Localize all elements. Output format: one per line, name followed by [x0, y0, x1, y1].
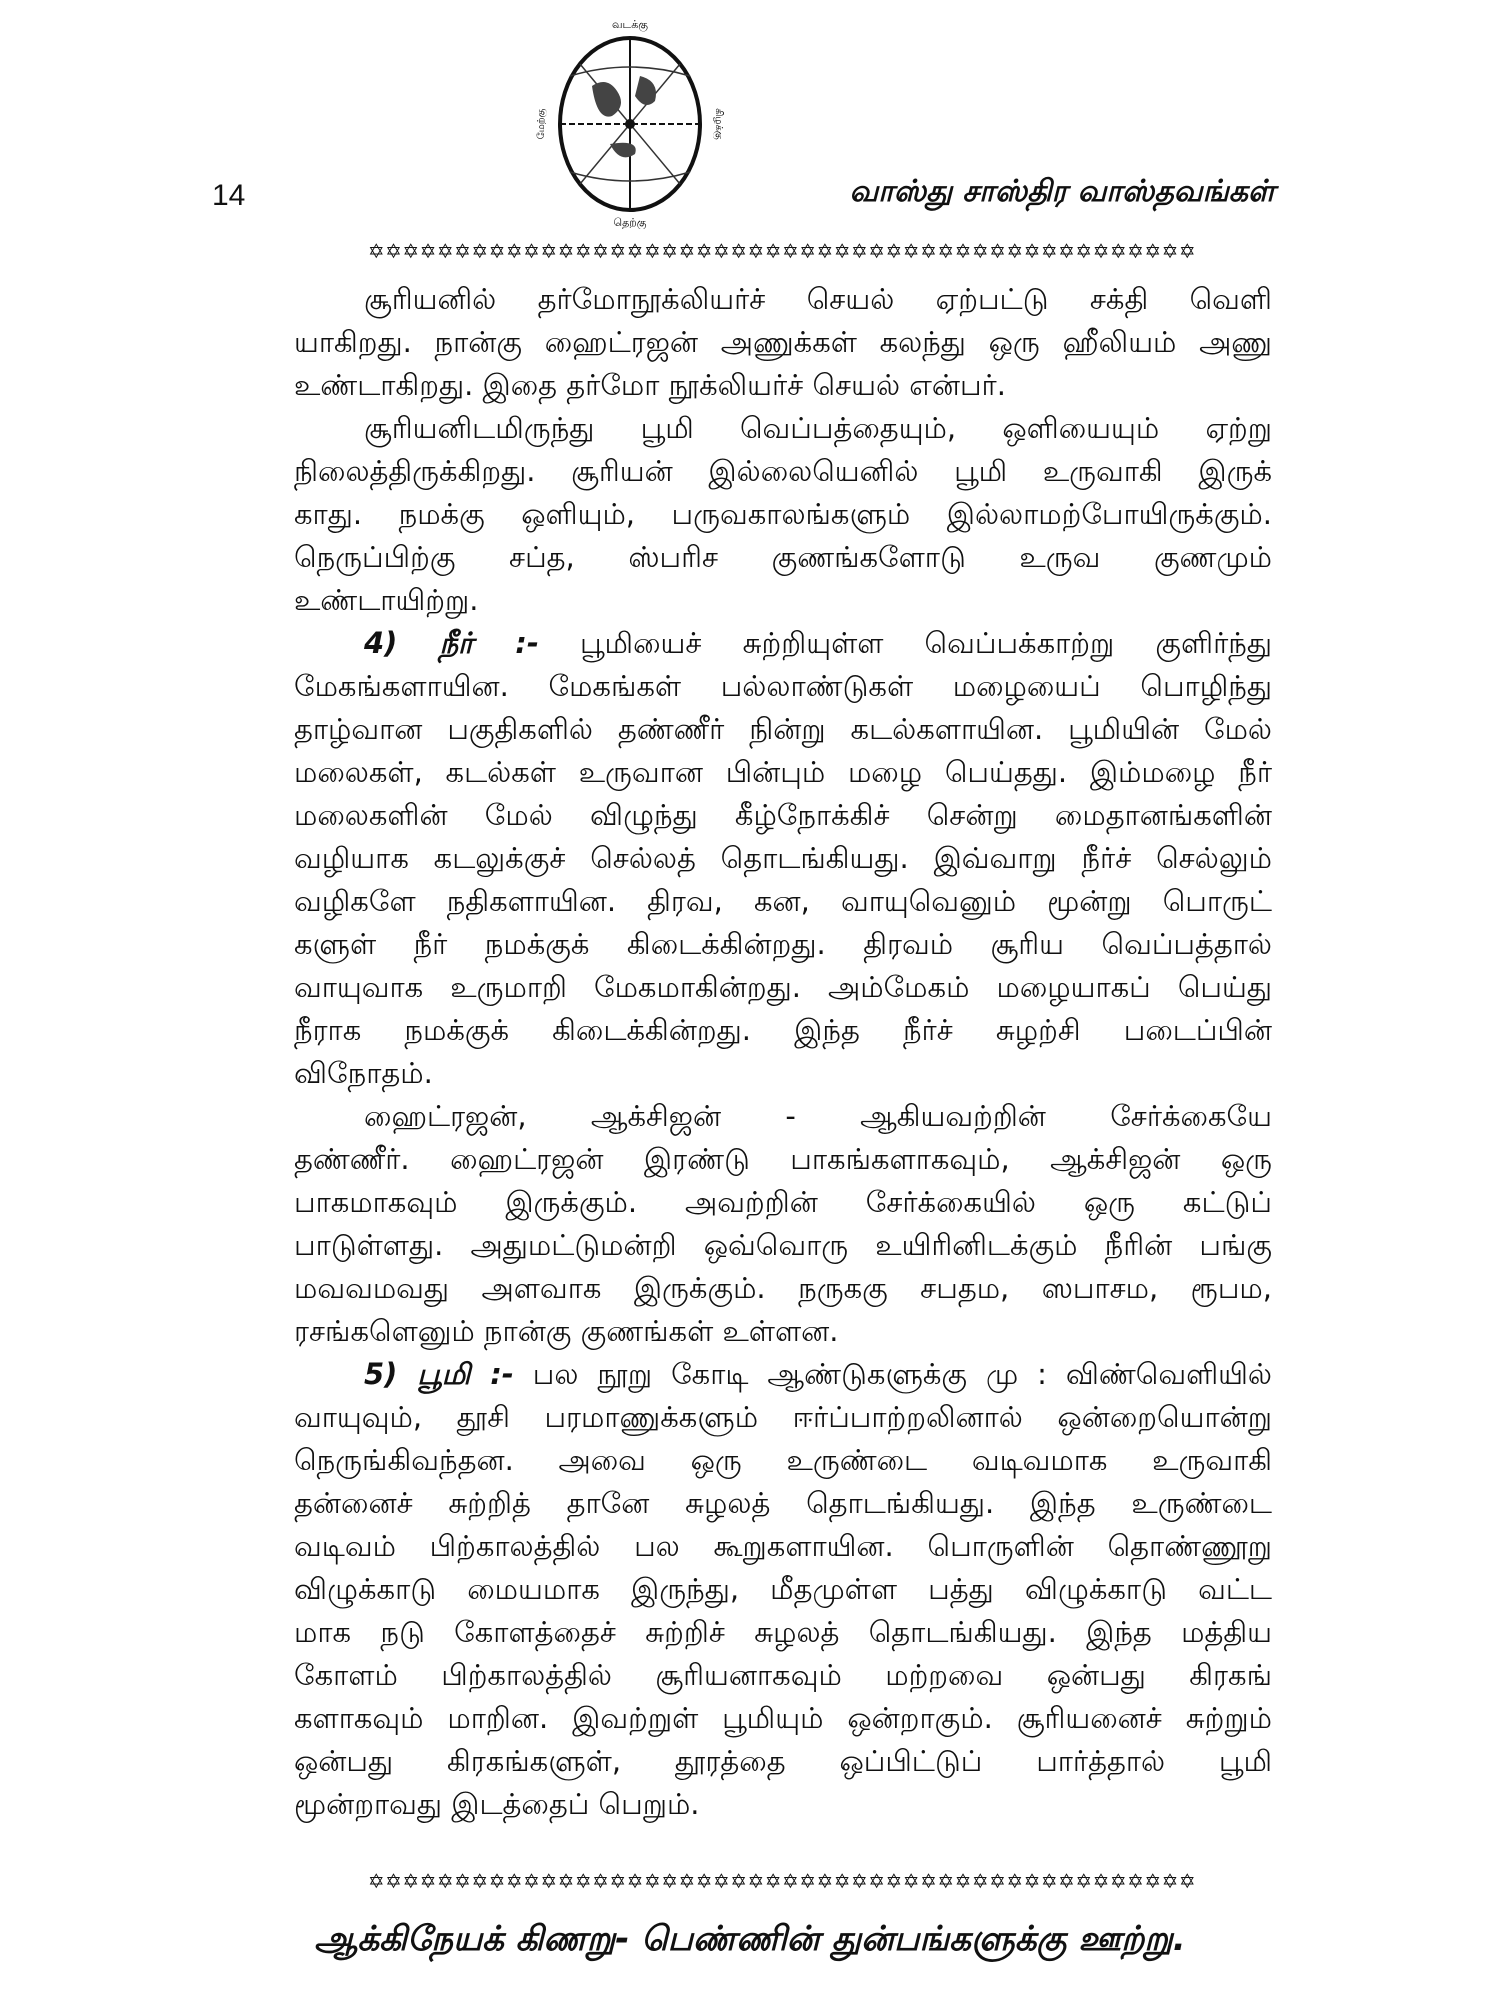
text-line — [294, 1310, 1272, 1353]
text-line — [294, 665, 1272, 708]
text-line — [294, 1267, 1272, 1310]
body-text — [294, 278, 1272, 1826]
line-text: மலைகள், கடல்கள் உருவான பின்பும் மழை பெய்தது. இம்மழை நீர் — [294, 755, 1272, 789]
logo-west-label: மேற்கு — [536, 108, 547, 140]
line-text: வடிவம் பிற்காலத்தில் பல கூறுகளாயின. பொருளின் தொண்ணூறு — [294, 1529, 1272, 1563]
line-text: நீராக நமக்குக் கிடைக்கின்றது. இந்த நீர்ச் சுழற்சி படைப்பின் — [294, 1013, 1272, 1047]
line-text: கோளம் பிற்காலத்தில் சூரியனாகவும் மற்றவை ஒன்பது கிரகங் — [294, 1658, 1272, 1692]
text-line — [294, 364, 1272, 407]
line-text: சூரியனில் தர்மோநூக்லியர்ச் செயல் ஏற்பட்டு சக்தி வெளி — [364, 282, 1272, 316]
line-text: வாயுவாக உருமாறி மேகமாகின்றது. அம்மேகம் மழையாகப் பெய்து — [294, 970, 1272, 1004]
text-line — [294, 407, 1272, 450]
line-text: களுள் நீர் நமக்குக் கிடைக்கின்றது. திரவம் சூரிய வெப்பத்தால் — [294, 927, 1272, 961]
text-line — [294, 1783, 1272, 1826]
running-title: வாஸ்து சாஸ்திர வாஸ்தவங்கள் — [849, 174, 1275, 209]
footer-caption: ஆக்கிநேயக் கிணறு- பெண்ணின் துன்பங்களுக்கு ஊற்று. — [314, 1919, 1186, 1959]
text-line — [294, 1052, 1272, 1095]
text-line — [294, 837, 1272, 880]
line-text: நெருங்கிவந்தன. அவை ஒரு உருண்டை வடிவமாக உருவாகி — [294, 1443, 1272, 1477]
logo-south-label: தெற்கு — [613, 216, 647, 229]
section-heading: 5) பூமி :- — [364, 1357, 514, 1391]
line-text: பல நூறு கோடி ஆண்டுகளுக்கு மு : விண்வெளியில் — [513, 1357, 1272, 1391]
text-line — [294, 880, 1272, 923]
line-text: பூமியைச் சுற்றியுள்ள வெப்பக்காற்று குளிர்ந்து — [538, 626, 1272, 660]
star-border-bottom: ✡✡✡✡✡✡✡✡✡✡✡✡✡✡✡✡✡✡✡✡✡✡✡✡✡✡✡✡✡✡✡✡✡✡✡✡✡✡✡✡✡✡✡✡✡✡✡✡ — [367, 1869, 1197, 1893]
text-line — [294, 536, 1272, 579]
line-text: நிலைத்திருக்கிறது. சூரியன் இல்லையெனில் பூமி உருவாகி இருக் — [294, 454, 1272, 488]
line-text: காது. நமக்கு ஒளியும், பருவகாலங்களும் இல்லாமற்போயிருக்கும். — [294, 497, 1272, 531]
logo-east-label: கிழக்கு — [713, 108, 724, 140]
line-text: களாகவும் மாறின. இவற்றுள் பூமியும் ஒன்றாகும். சூரியனைச் சுற்றும் — [294, 1701, 1272, 1735]
line-text: விநோதம். — [294, 1056, 433, 1090]
globe-icon — [520, 14, 740, 229]
line-text: சூரியனிடமிருந்து பூமி வெப்பத்தையும், ஒளியையும் ஏற்று — [364, 411, 1272, 445]
section-heading: 4) நீர் :- — [364, 626, 539, 660]
line-text: உண்டாயிற்று. — [294, 583, 479, 617]
text-line — [294, 1138, 1272, 1181]
line-text: மாக நடு கோளத்தைச் சுற்றிச் சுழலத் தொடங்கியது. இந்த மத்திய — [294, 1615, 1272, 1649]
text-line — [294, 1396, 1272, 1439]
text-line — [294, 751, 1272, 794]
page-number: 14 — [212, 179, 246, 212]
line-text: விழுக்காடு மையமாக இருந்து, மீதமுள்ள பத்து விழுக்காடு வட்ட — [294, 1572, 1272, 1606]
text-line — [294, 321, 1272, 364]
line-text: உண்டாகிறது. இதை தர்மோ நூக்லியர்ச் செயல் என்பர். — [294, 368, 1006, 402]
text-line — [294, 1353, 1272, 1396]
text-line — [294, 1439, 1272, 1482]
line-text: மவவமவது அளவாக இருக்கும். நருககு சபதம, ஸபாசம, ரூபம, — [294, 1271, 1272, 1305]
text-line — [294, 1568, 1272, 1611]
line-text: மேகங்களாயின. மேகங்கள் பல்லாண்டுகள் மழையைப் பொழிந்து — [294, 669, 1272, 703]
text-line — [294, 1654, 1272, 1697]
text-line — [294, 923, 1272, 966]
text-line — [294, 1611, 1272, 1654]
line-text: ஒன்பது கிரகங்களுள், தூரத்தை ஒப்பிட்டுப் பார்த்தால் பூமி — [294, 1744, 1272, 1778]
text-line — [294, 450, 1272, 493]
line-text: ரசங்களெனும் நான்கு குணங்கள் உள்ளன. — [294, 1314, 839, 1348]
line-text: யாகிறது. நான்கு ஹைட்ரஜன் அணுக்கள் கலந்து ஒரு ஹீலியம் அணு — [294, 325, 1272, 359]
text-line — [294, 278, 1272, 321]
text-line — [294, 1224, 1272, 1267]
text-line — [294, 1181, 1272, 1224]
line-text: மலைகளின் மேல் விழுந்து கீழ்நோக்கிச் சென்று மைதானங்களின் — [294, 798, 1272, 832]
text-line — [294, 1697, 1272, 1740]
line-text: பாகமாகவும் இருக்கும். அவற்றின் சேர்க்கையில் ஒரு கட்டுப் — [294, 1185, 1272, 1219]
text-line — [294, 794, 1272, 837]
text-line — [294, 493, 1272, 536]
text-line — [294, 966, 1272, 1009]
line-text: வழிகளே நதிகளாயின. திரவ, கன, வாயுவெனும் மூன்று பொருட் — [294, 884, 1272, 918]
line-text: நெருப்பிற்கு சப்த, ஸ்பரிச குணங்களோடு உருவ குணமும் — [294, 540, 1272, 574]
line-text: ஹைட்ரஜன், ஆக்சிஜன் - ஆகியவற்றின் சேர்க்கையே — [364, 1099, 1272, 1133]
line-text: வாயுவும், தூசி பரமாணுக்களும் ஈர்ப்பாற்றலினால் ஒன்றையொன்று — [294, 1400, 1272, 1434]
line-text: தன்னைச் சுற்றித் தானே சுழலத் தொடங்கியது. இந்த உருண்டை — [294, 1486, 1272, 1520]
line-text: தண்ணீர். ஹைட்ரஜன் இரண்டு பாகங்களாகவும், ஆக்சிஜன் ஒரு — [294, 1142, 1272, 1176]
text-line — [294, 708, 1272, 751]
globe-logo — [520, 14, 740, 229]
line-text: வழியாக கடலுக்குச் செல்லத் தொடங்கியது. இவ்வாறு நீர்ச் செல்லும் — [294, 841, 1272, 875]
text-line — [294, 1095, 1272, 1138]
logo-north-label: வடக்கு — [611, 18, 649, 31]
text-line — [294, 1740, 1272, 1783]
star-border-top: ✡✡✡✡✡✡✡✡✡✡✡✡✡✡✡✡✡✡✡✡✡✡✡✡✡✡✡✡✡✡✡✡✡✡✡✡✡✡✡✡✡✡✡✡✡✡✡✡ — [367, 239, 1197, 263]
line-text: தாழ்வான பகுதிகளில் தண்ணீர் நின்று கடல்களாயின. பூமியின் மேல் — [294, 712, 1272, 746]
text-line — [294, 1009, 1272, 1052]
text-line — [294, 1482, 1272, 1525]
text-line — [294, 622, 1272, 665]
line-text: பாடுள்ளது. அதுமட்டுமன்றி ஒவ்வொரு உயிரினிடக்கும் நீரின் பங்கு — [294, 1228, 1272, 1262]
text-line — [294, 1525, 1272, 1568]
text-line — [294, 579, 1272, 622]
line-text: மூன்றாவது இடத்தைப் பெறும். — [294, 1787, 700, 1821]
